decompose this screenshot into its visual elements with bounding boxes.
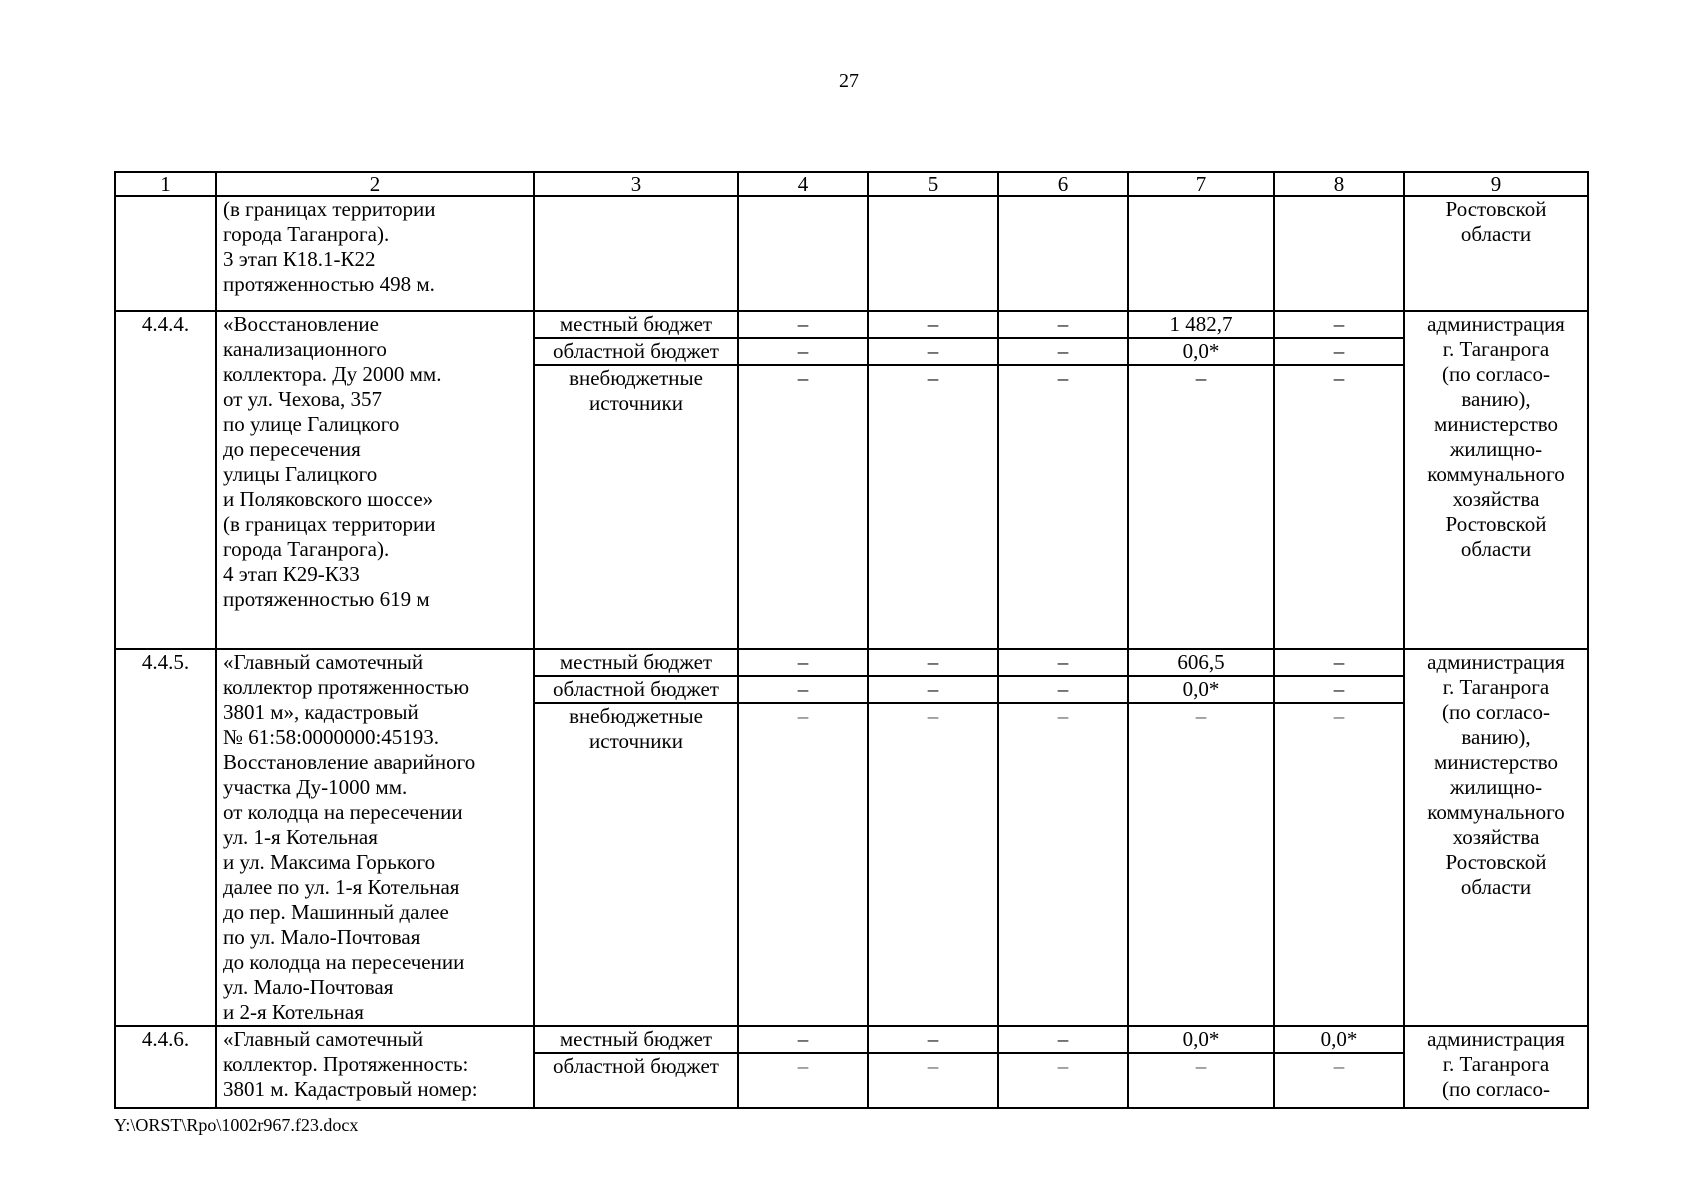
row-description	[216, 1026, 534, 1108]
col-header-7: 7	[1128, 172, 1274, 196]
value: –	[927, 704, 939, 728]
desc-line: и 2-я Котельная	[223, 1000, 364, 1024]
source-local: местный бюджет	[535, 650, 737, 677]
desc-line: 4 этап К29-К33	[223, 562, 360, 586]
header-row	[115, 172, 1588, 196]
col7-values	[1128, 649, 1274, 1026]
col6-values	[998, 311, 1128, 649]
value: –	[1195, 704, 1207, 728]
desc-line: (в границах территории	[223, 197, 436, 221]
desc-line: № 61:58:0000000:45193.	[223, 725, 440, 749]
resp-line: (по согласо-	[1442, 362, 1550, 386]
col-header-6: 6	[998, 172, 1128, 196]
responsible	[1404, 311, 1588, 649]
value: –	[1057, 704, 1069, 728]
col6-values	[998, 1026, 1128, 1108]
table-row	[115, 1026, 1588, 1108]
value: –	[869, 650, 997, 677]
value: –	[869, 339, 997, 366]
desc-line: до колодца на пересечении	[223, 950, 465, 974]
desc-line: и ул. Максима Горького	[223, 850, 436, 874]
funding-sources	[534, 311, 738, 649]
resp-line: коммунального	[1427, 462, 1565, 486]
col8-values	[1274, 311, 1404, 649]
desc-line: протяженностью 498 м.	[223, 272, 435, 296]
value: –	[869, 312, 997, 339]
resp-line: (по согласо-	[1442, 700, 1550, 724]
cont-responsible	[1404, 196, 1588, 311]
value: –	[797, 704, 809, 728]
desc-line: 3801 м», кадастровый	[223, 700, 419, 724]
value: –	[1057, 1054, 1069, 1078]
value: 0,0*	[1129, 677, 1273, 704]
value: –	[1333, 366, 1345, 390]
value: 0,0*	[1275, 1027, 1403, 1054]
budget-table	[114, 171, 1589, 1109]
desc-line: города Таганрога).	[223, 537, 390, 561]
source-local: местный бюджет	[535, 1027, 737, 1054]
desc-line: ул. 1-я Котельная	[223, 825, 378, 849]
responsible	[1404, 1026, 1588, 1108]
value: –	[999, 339, 1127, 366]
value: –	[739, 312, 867, 339]
desc-line: протяженностью 619 м	[223, 587, 430, 611]
value: –	[739, 650, 867, 677]
cont-description	[216, 196, 534, 311]
col5-values	[868, 311, 998, 649]
desc-line: канализационного	[223, 337, 387, 361]
value: –	[999, 1027, 1127, 1054]
value: 0,0*	[1129, 1027, 1273, 1054]
value: –	[1275, 677, 1403, 704]
source-extra-2: источники	[589, 391, 683, 415]
resp-line: хозяйства	[1452, 487, 1540, 511]
source-regional: областной бюджет	[535, 677, 737, 704]
value: –	[999, 312, 1127, 339]
table-row	[115, 311, 1588, 649]
col4-values	[738, 649, 868, 1026]
row-number: 4.4.6.	[115, 1026, 216, 1108]
value: –	[1333, 1054, 1345, 1078]
cont-c7	[1128, 196, 1274, 311]
desc-line: далее по ул. 1-я Котельная	[223, 875, 460, 899]
desc-line: Восстановление аварийного	[223, 750, 476, 774]
row-description	[216, 311, 534, 649]
value: 606,5	[1129, 650, 1273, 677]
resp-line: жилищно-	[1449, 437, 1543, 461]
col-header-3: 3	[534, 172, 738, 196]
cont-c8	[1274, 196, 1404, 311]
cont-source	[534, 196, 738, 311]
desc-line: до пересечения	[223, 437, 361, 461]
col4-values	[738, 311, 868, 649]
desc-line: по улице Галицкого	[223, 412, 400, 436]
desc-line: (в границах территории	[223, 512, 436, 536]
cont-num	[115, 196, 216, 311]
resp-line: жилищно-	[1449, 775, 1543, 799]
resp-line: области	[1460, 222, 1532, 246]
resp-line: хозяйства	[1452, 825, 1540, 849]
desc-line: от колодца на пересечении	[223, 800, 463, 824]
cont-c5	[868, 196, 998, 311]
desc-line: ул. Мало-Почтовая	[223, 975, 394, 999]
value: –	[1195, 366, 1207, 390]
row-number: 4.4.4.	[115, 311, 216, 649]
desc-line: по ул. Мало-Почтовая	[223, 925, 421, 949]
table-row	[115, 649, 1588, 1026]
desc-line: коллектора. Ду 2000 мм.	[223, 362, 442, 386]
funding-sources	[534, 1026, 738, 1108]
source-regional: областной бюджет	[535, 339, 737, 366]
value: –	[739, 339, 867, 366]
value: –	[797, 366, 809, 390]
col-header-5: 5	[868, 172, 998, 196]
col6-values	[998, 649, 1128, 1026]
resp-line: г. Таганрога	[1442, 1052, 1550, 1076]
col5-values	[868, 649, 998, 1026]
col-header-8: 8	[1274, 172, 1404, 196]
col5-values	[868, 1026, 998, 1108]
value: –	[1057, 366, 1069, 390]
resp-line: Ростовской	[1445, 850, 1547, 874]
desc-line: и Поляковского шоссе»	[223, 487, 434, 511]
resp-line: ванию),	[1461, 725, 1531, 749]
value: 1 482,7	[1129, 312, 1273, 339]
desc-line: «Главный самотечный	[223, 1027, 424, 1051]
resp-line: Ростовской	[1445, 512, 1547, 536]
resp-line: области	[1460, 537, 1532, 561]
source-extra-1: внебюджетные	[569, 704, 703, 728]
resp-line: (по согласо-	[1442, 1077, 1550, 1101]
col-header-1: 1	[115, 172, 216, 196]
resp-line: администрация	[1427, 1027, 1565, 1051]
desc-line: до пер. Машинный далее	[223, 900, 449, 924]
file-path-footer: Y:\ORST\Rpo\1002r967.f23.docx	[114, 1115, 359, 1135]
col-header-4: 4	[738, 172, 868, 196]
desc-line: коллектор. Протяженность:	[223, 1052, 469, 1076]
resp-line: министерство	[1433, 412, 1559, 436]
desc-line: от ул. Чехова, 357	[223, 387, 383, 411]
desc-line: улицы Галицкого	[223, 462, 378, 486]
value: –	[869, 1027, 997, 1054]
funding-sources	[534, 649, 738, 1026]
resp-line: администрация	[1427, 312, 1565, 336]
col4-values	[738, 1026, 868, 1108]
desc-line: 3 этап К18.1-К22	[223, 247, 376, 271]
row-description	[216, 649, 534, 1026]
resp-line: администрация	[1427, 650, 1565, 674]
desc-line: 3801 м. Кадастровый номер:	[223, 1077, 478, 1101]
value: –	[927, 366, 939, 390]
value: –	[1275, 339, 1403, 366]
value: –	[797, 1054, 809, 1078]
resp-line: г. Таганрога	[1442, 337, 1550, 361]
value: –	[739, 677, 867, 704]
resp-line: коммунального	[1427, 800, 1565, 824]
resp-line: ванию),	[1461, 387, 1531, 411]
source-extra-2: источники	[589, 729, 683, 753]
col7-values	[1128, 1026, 1274, 1108]
col-header-9: 9	[1404, 172, 1588, 196]
source-regional: областной бюджет	[553, 1054, 719, 1078]
value: –	[869, 677, 997, 704]
row-number: 4.4.5.	[115, 649, 216, 1026]
col7-values	[1128, 311, 1274, 649]
resp-line: области	[1460, 875, 1532, 899]
value: –	[927, 1054, 939, 1078]
value: –	[999, 650, 1127, 677]
value: –	[1333, 704, 1345, 728]
desc-line: коллектор протяженностью	[223, 675, 470, 699]
source-local: местный бюджет	[535, 312, 737, 339]
col8-values	[1274, 1026, 1404, 1108]
desc-line: города Таганрога).	[223, 222, 390, 246]
value: 0,0*	[1129, 339, 1273, 366]
page-number: 27	[839, 70, 859, 92]
cont-c6	[998, 196, 1128, 311]
value: –	[999, 677, 1127, 704]
value: –	[739, 1027, 867, 1054]
responsible	[1404, 649, 1588, 1026]
value: –	[1275, 312, 1403, 339]
desc-line: участка Ду-1000 мм.	[223, 775, 408, 799]
resp-line: министерство	[1433, 750, 1559, 774]
source-extra-1: внебюджетные	[569, 366, 703, 390]
resp-line: г. Таганрога	[1442, 675, 1550, 699]
col-header-2: 2	[216, 172, 534, 196]
value: –	[1195, 1054, 1207, 1078]
value: –	[1275, 650, 1403, 677]
desc-line: «Восстановление	[223, 312, 379, 336]
desc-line: «Главный самотечный	[223, 650, 424, 674]
resp-line: Ростовской	[1445, 197, 1547, 221]
col8-values	[1274, 649, 1404, 1026]
cont-c4	[738, 196, 868, 311]
continuation-row	[115, 196, 1588, 311]
